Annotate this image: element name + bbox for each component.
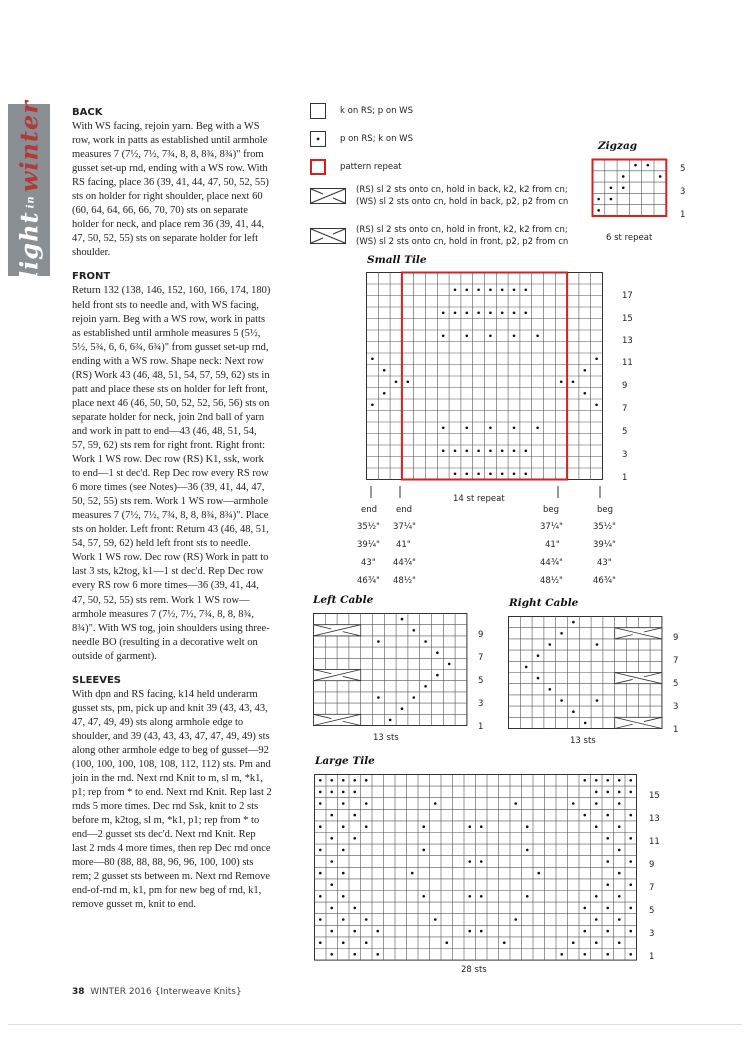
- purl-dot: [422, 849, 425, 852]
- purl-dot: •: [315, 134, 321, 144]
- purl-dot: [477, 288, 480, 291]
- small-tile-row-11: 11: [622, 358, 633, 368]
- purl-dot: [330, 814, 333, 817]
- purl-dot: [365, 918, 368, 921]
- left-cable-row-5: 5: [478, 676, 484, 686]
- purl-dot: [342, 825, 345, 828]
- purl-dot: [618, 802, 621, 805]
- purl-dot: [466, 472, 469, 475]
- purl-dot: [468, 930, 471, 933]
- purl-dot: [365, 802, 368, 805]
- purl-dot: [572, 941, 575, 944]
- purl-dot: [501, 449, 504, 452]
- purl-dot: [525, 449, 528, 452]
- small-tile-row-15: 15: [622, 314, 633, 324]
- purl-dot: [342, 918, 345, 921]
- large-tile-row-13: 13: [649, 814, 660, 824]
- sleeves-heading: SLEEVES: [72, 674, 122, 686]
- purl-dot: [448, 663, 451, 666]
- size-cell: 44¾": [540, 558, 563, 568]
- purl-dot: [595, 918, 598, 921]
- purl-dot: [513, 311, 516, 314]
- size-cell: 46¾": [593, 576, 616, 586]
- legend-cable-front: [310, 224, 568, 248]
- purl-dot: [376, 953, 379, 956]
- purl-dot: [353, 837, 356, 840]
- purl-dot: [319, 791, 322, 794]
- purl-dot: [618, 791, 621, 794]
- purl-dot: [629, 814, 632, 817]
- purl-dot: [342, 802, 345, 805]
- large-tile-title: Large Tile: [315, 755, 375, 767]
- purl-dot: [480, 860, 483, 863]
- small-tile-row-9: 9: [622, 381, 628, 391]
- purl-dot: [454, 288, 457, 291]
- purl-dot: [610, 186, 613, 189]
- purl-dot: [342, 849, 345, 852]
- purl-dot: [319, 802, 322, 805]
- purl-dot: [365, 941, 368, 944]
- purl-dot: [536, 334, 539, 337]
- purl-dot: [353, 779, 356, 782]
- purl-dot: [468, 825, 471, 828]
- size-cell: 39¼": [357, 540, 380, 550]
- purl-dot: [513, 426, 516, 429]
- purl-dot: [377, 640, 380, 643]
- legend-repeat: [310, 159, 402, 175]
- left-cable-row-1: 1: [478, 722, 484, 732]
- purl-dot: [503, 941, 506, 944]
- purl-dot: [606, 860, 609, 863]
- pattern-text-column: [72, 106, 272, 922]
- purl-dot: [513, 472, 516, 475]
- purl-dot: [454, 472, 457, 475]
- back-body: With WS facing, rejoin yarn. Beg with a WS row, work in patts as established until armhole measures 7 (7½, 7½, 7¾, 8, 8, 8¾, 8¾)" from gusset set-up rnd, ending with a WS row. With RS facing, place 36 (39, 41, 44, 47, 50, 52, 55) sts on holder for right shoulder, place next 60 (60, 64, 64, 66, 66, 70, 70) sts on separate holder for neck, and place rem 36 (39, 41, 44, 47, 50, 52, 55) sts on separate holder for left shoulder.: [72, 121, 269, 259]
- purl-dot: [584, 392, 587, 395]
- legend-knit: [310, 103, 413, 119]
- small-tile-head-end-1: end: [361, 505, 378, 515]
- purl-dot: [489, 449, 492, 452]
- purl-dot: [526, 895, 529, 898]
- purl-dot: [572, 710, 575, 713]
- purl-dot: [468, 895, 471, 898]
- purl-dot: [413, 629, 416, 632]
- right-cable-row-5: 5: [673, 679, 679, 689]
- purl-dot: [365, 779, 368, 782]
- cable-back-ws-text: (WS) sl 2 sts onto cn, hold in back, p2, p2 from cn: [356, 197, 569, 207]
- purl-dot: [454, 311, 457, 314]
- purl-dot: [595, 802, 598, 805]
- size-cell: 43": [597, 558, 612, 568]
- sidebar-word-in: in: [25, 195, 37, 209]
- purl-dot: [583, 814, 586, 817]
- purl-dot: [401, 618, 404, 621]
- purl-dot: [319, 895, 322, 898]
- purl-dot: [342, 941, 345, 944]
- purl-dot: [583, 953, 586, 956]
- cable-front-rs-text: (RS) sl 2 sts onto cn, hold in front, k2, k2 from cn;: [356, 225, 568, 235]
- purl-dot: [501, 311, 504, 314]
- purl-dot: [422, 895, 425, 898]
- left-cable-row-3: 3: [478, 699, 484, 709]
- purl-dot: [319, 849, 322, 852]
- zigzag-row-1: 1: [680, 210, 686, 220]
- size-cell: 39¼": [593, 540, 616, 550]
- purl-dot: [480, 895, 483, 898]
- large-tile-row-5: 5: [649, 906, 655, 916]
- purl-dot: [595, 895, 598, 898]
- large-tile-row-9: 9: [649, 860, 655, 870]
- purl-dot: [595, 825, 598, 828]
- small-tile-head-beg-1: beg: [543, 505, 560, 515]
- purl-dot: [319, 941, 322, 944]
- purl-dot: [595, 779, 598, 782]
- purl-dot: [514, 918, 517, 921]
- purl-dot: [513, 334, 516, 337]
- purl-dot: [330, 860, 333, 863]
- size-cell: 41": [396, 540, 411, 550]
- purl-dot: [466, 449, 469, 452]
- purl-dot: [413, 696, 416, 699]
- size-cell: 48½": [393, 576, 416, 586]
- zigzag-caption: 6 st repeat: [606, 233, 653, 243]
- purl-dot: [525, 472, 528, 475]
- purl-dot: [560, 953, 563, 956]
- purl-dot: [606, 779, 609, 782]
- purl-dot: [489, 426, 492, 429]
- purl-dot: [445, 941, 448, 944]
- sleeves-body: With dpn and RS facing, k14 held underarm gusset sts, pm, pick up and knit 39 (43, 43, 43, 47, 47, 49, 49) sts along armhole edge to shoulder, and 39 (43, 43, 43, 47, 47, 49, 49) sts along other armhole edge to beg of gusset—92 (100, 100, 100, 108, 108, 112, 112) sts. Pm and join in the rnd. Next rnd Knit to m, sl m, *k1, p1; rep from * to end. Next rnd Knit. Rep last 2 rnds 5 more times. Dec rnd Ssk, knit to 2 sts before m, k2tog, sl m, *k1, p1; rep from * to end—2 gusset sts dec'd. Next rnd Knit. Rep last 2 rnds 4 more times, then rep Dec rnd once more—80 (88, 88, 88, 96, 96, 100, 100) sts rem; 2 gusset sts between m. Next rnd Remove end-of-rnd m, k1, pm for new beg of rnd, k1, remove gusset m, knit to end.: [72, 688, 272, 911]
- purl-dot: [353, 930, 356, 933]
- purl-dot: [422, 825, 425, 828]
- purl-dot: [526, 849, 529, 852]
- purl-dot: [572, 621, 575, 624]
- purl-dot: [319, 872, 322, 875]
- purl-dot: [513, 288, 516, 291]
- right-cable-row-9: 9: [673, 633, 679, 643]
- large-tile-row-11: 11: [649, 837, 660, 847]
- purl-dot: [560, 699, 563, 702]
- sidebar-word-light: light: [14, 211, 44, 280]
- purl-dot: [596, 643, 599, 646]
- purl-dot: [525, 288, 528, 291]
- legend-purl-text: p on RS; k on WS: [340, 134, 413, 144]
- purl-dot: [395, 380, 398, 383]
- purl-dot: [629, 883, 632, 886]
- purl-dot: [629, 953, 632, 956]
- purl-dot: [353, 907, 356, 910]
- purl-dot: [436, 674, 439, 677]
- purl-dot: [424, 685, 427, 688]
- purl-dot: [330, 883, 333, 886]
- purl-symbol: [310, 131, 326, 147]
- small-tile-row-13: 13: [622, 336, 633, 346]
- purl-dot: [618, 825, 621, 828]
- purl-dot: [480, 930, 483, 933]
- purl-dot: [622, 186, 625, 189]
- large-tile-row-1: 1: [649, 952, 655, 962]
- large-tile-row-15: 15: [649, 791, 660, 801]
- purl-dot: [560, 632, 563, 635]
- right-cable-caption: 13 sts: [570, 736, 596, 746]
- purl-dot: [330, 791, 333, 794]
- large-tile-row-3: 3: [649, 929, 655, 939]
- legend-cable-back: [310, 184, 568, 208]
- zigzag-chart: [592, 159, 670, 219]
- purl-dot: [454, 449, 457, 452]
- purl-dot: [401, 707, 404, 710]
- purl-dot: [514, 802, 517, 805]
- purl-dot: [319, 825, 322, 828]
- purl-dot: [442, 449, 445, 452]
- zigzag-row-5: 5: [680, 164, 686, 174]
- zigzag-row-3: 3: [680, 187, 686, 197]
- purl-dot: [584, 369, 587, 372]
- purl-dot: [537, 677, 540, 680]
- issue-name: WINTER 2016: [90, 987, 152, 997]
- large-tile-row-7: 7: [649, 883, 655, 893]
- cable-front-icon: [310, 228, 346, 244]
- purl-dot: [365, 825, 368, 828]
- left-cable-caption: 13 sts: [373, 733, 399, 743]
- cable-back-rs-text: (RS) sl 2 sts onto cn, hold in back, k2, k2 from cn;: [356, 185, 568, 195]
- purl-dot: [606, 837, 609, 840]
- small-tile-head-end-2: end: [396, 505, 413, 515]
- purl-dot: [501, 472, 504, 475]
- purl-dot: [606, 907, 609, 910]
- small-tile-head-beg-2: beg: [597, 505, 614, 515]
- back-heading: BACK: [72, 107, 103, 118]
- purl-dot: [572, 380, 575, 383]
- purl-dot: [342, 779, 345, 782]
- large-tile-chart: [314, 774, 636, 964]
- small-tile-row-5: 5: [622, 427, 628, 437]
- sidebar-title: [15, 100, 44, 280]
- purl-dot: [342, 895, 345, 898]
- purl-dot: [525, 311, 528, 314]
- right-cable-row-7: 7: [673, 656, 679, 666]
- purl-dot: [489, 334, 492, 337]
- purl-dot: [353, 814, 356, 817]
- purl-dot: [549, 643, 552, 646]
- purl-dot: [618, 941, 621, 944]
- purl-dot: [583, 779, 586, 782]
- purl-dot: [353, 791, 356, 794]
- purl-dot: [477, 472, 480, 475]
- purl-dot: [526, 825, 529, 828]
- purl-dot: [466, 311, 469, 314]
- purl-dot: [371, 357, 374, 360]
- right-cable-row-3: 3: [673, 702, 679, 712]
- purl-dot: [525, 666, 528, 669]
- purl-dot: [434, 802, 437, 805]
- purl-dot: [536, 426, 539, 429]
- size-cell: 37¼": [393, 522, 416, 532]
- purl-dot: [659, 175, 662, 178]
- cable-back-icon: [310, 188, 346, 204]
- size-cell: 43": [361, 558, 376, 568]
- size-cell: 48½": [540, 576, 563, 586]
- purl-dot: [480, 825, 483, 828]
- purl-dot: [342, 791, 345, 794]
- purl-dot: [647, 164, 650, 167]
- purl-dot: [606, 953, 609, 956]
- purl-dot: [319, 918, 322, 921]
- purl-dot: [342, 872, 345, 875]
- purl-dot: [583, 907, 586, 910]
- purl-dot: [606, 930, 609, 933]
- purl-dot: [549, 688, 552, 691]
- cable-front-ws-text: (WS) sl 2 sts onto cn, hold in front, p2, p2 from cn: [356, 237, 569, 247]
- left-cable-title: Left Cable: [313, 594, 374, 606]
- purl-dot: [560, 380, 563, 383]
- purl-dot: [330, 907, 333, 910]
- right-cable-title: Right Cable: [509, 597, 579, 609]
- footer-divider: [8, 1024, 742, 1025]
- purl-dot: [610, 198, 613, 201]
- purl-dot: [389, 719, 392, 722]
- purl-dot: [618, 872, 621, 875]
- zigzag-title: Zigzag: [598, 140, 638, 152]
- purl-dot: [606, 883, 609, 886]
- purl-dot: [513, 449, 516, 452]
- purl-dot: [537, 654, 540, 657]
- publication-name: {Interweave Knits}: [154, 987, 242, 997]
- sidebar-word-winter: winter: [14, 100, 44, 193]
- purl-dot: [629, 860, 632, 863]
- purl-dot: [537, 872, 540, 875]
- purl-dot: [584, 722, 587, 725]
- purl-dot: [606, 814, 609, 817]
- purl-dot: [330, 930, 333, 933]
- purl-dot: [383, 369, 386, 372]
- legend-purl: [310, 131, 413, 147]
- purl-dot: [618, 779, 621, 782]
- purl-dot: [501, 288, 504, 291]
- purl-dot: [489, 288, 492, 291]
- purl-dot: [489, 472, 492, 475]
- purl-dot: [618, 895, 621, 898]
- purl-dot: [629, 791, 632, 794]
- repeat-symbol: [310, 159, 326, 175]
- page-number: 38: [72, 987, 85, 997]
- size-cell: 41": [545, 540, 560, 550]
- purl-dot: [383, 392, 386, 395]
- purl-dot: [595, 941, 598, 944]
- purl-dot: [442, 334, 445, 337]
- purl-dot: [466, 426, 469, 429]
- purl-dot: [595, 403, 598, 406]
- size-cell: 35½": [357, 522, 380, 532]
- size-cell: 46¾": [357, 576, 380, 586]
- page-footer: [72, 987, 242, 997]
- purl-dot: [572, 802, 575, 805]
- size-cell: 37¼": [540, 522, 563, 532]
- purl-dot: [606, 791, 609, 794]
- purl-dot: [618, 918, 621, 921]
- purl-dot: [319, 779, 322, 782]
- purl-dot: [371, 403, 374, 406]
- knit-symbol: [310, 103, 326, 119]
- sidebar-tab: [8, 100, 50, 280]
- purl-dot: [466, 334, 469, 337]
- purl-dot: [442, 426, 445, 429]
- left-cable-chart: [313, 613, 469, 727]
- right-cable-row-1: 1: [673, 725, 679, 735]
- front-body: Return 132 (138, 146, 152, 160, 166, 174, 180) held front sts to needle and, with WS facing, rejoin yarn. Beg with a WS row, work in patts as established until armhole measures 5 (5½, 5½, 5¾, 6, 6, 6¾, 6¾)" from gusset set-up rnd, ending with a WS row. Shape neck: Next row (RS) Work 43 (46, 48, 51, 54, 57, 59, 62) sts in patt and place these sts on holder for left front, place next 46 (46, 50, 50, 52, 52, 56, 56) sts on separate holder for neck, join 2nd ball of yarn and work in patt to end—43 (46, 48, 51, 54, 57, 59, 62) sts rem for right front. Right front: Work 1 WS row. Dec row (RS) K1, ssk, work to end—1 st dec'd. Rep Dec row every RS row 6 more times (see Notes)—36 (39, 41, 44, 47, 50, 52, 55) sts rem. Work 1 WS row—armhole measures 7 (7½, 7½, 7¾, 8, 8, 8¾, 8¾)". Place sts on holder. Left front: Return 43 (46, 48, 51, 54, 57, 59, 62) held left front sts to needle. Work 1 WS row. Dec row (RS) Work in patt to last 3 sts, k2tog, k1—1 st dec'd. Rep Dec row every RS row 6 more times—36 (39, 41, 44, 47, 50, 52, 55) sts rem. Work 1 WS row—armhole measures 7 (7½, 7½, 7¾, 8, 8, 8¾, 8¾)". With WS tog, join shoulders using three-needle BO (resulting in a decorative welt on outside of garment).: [72, 285, 271, 662]
- purl-dot: [407, 380, 410, 383]
- purl-dot: [377, 696, 380, 699]
- purl-dot: [596, 699, 599, 702]
- purl-dot: [468, 860, 471, 863]
- purl-dot: [622, 175, 625, 178]
- purl-dot: [489, 311, 492, 314]
- small-tile-row-3: 3: [622, 450, 628, 460]
- purl-dot: [595, 791, 598, 794]
- purl-dot: [411, 872, 414, 875]
- purl-dot: [597, 198, 600, 201]
- purl-dot: [330, 953, 333, 956]
- purl-dot: [629, 779, 632, 782]
- left-cable-row-7: 7: [478, 653, 484, 663]
- purl-dot: [595, 357, 598, 360]
- purl-dot: [442, 311, 445, 314]
- legend-repeat-text: pattern repeat: [340, 162, 402, 172]
- purl-dot: [634, 164, 637, 167]
- left-cable-row-9: 9: [478, 630, 484, 640]
- front-heading: FRONT: [72, 271, 111, 283]
- purl-dot: [353, 953, 356, 956]
- purl-dot: [330, 779, 333, 782]
- purl-dot: [376, 930, 379, 933]
- legend-knit-text: k on RS; p on WS: [340, 106, 413, 116]
- purl-dot: [466, 288, 469, 291]
- purl-dot: [434, 918, 437, 921]
- size-cell: 35½": [593, 522, 616, 532]
- purl-dot: [629, 907, 632, 910]
- purl-dot: [477, 449, 480, 452]
- purl-dot: [424, 640, 427, 643]
- purl-dot: [629, 930, 632, 933]
- small-tile-chart: [366, 272, 606, 486]
- purl-dot: [629, 837, 632, 840]
- small-tile-repeat-caption: 14 st repeat: [453, 494, 505, 504]
- purl-dot: [477, 311, 480, 314]
- purl-dot: [330, 837, 333, 840]
- purl-dot: [583, 930, 586, 933]
- small-tile-title: Small Tile: [367, 254, 427, 266]
- small-tile-row-1: 1: [622, 473, 628, 483]
- small-tile-row-17: 17: [622, 291, 633, 301]
- right-cable-chart: [508, 616, 664, 730]
- large-tile-caption: 28 sts: [461, 965, 487, 975]
- purl-dot: [436, 651, 439, 654]
- purl-dot: [618, 849, 621, 852]
- size-cell: 44¾": [393, 558, 416, 568]
- purl-dot: [597, 209, 600, 212]
- small-tile-row-7: 7: [622, 404, 628, 414]
